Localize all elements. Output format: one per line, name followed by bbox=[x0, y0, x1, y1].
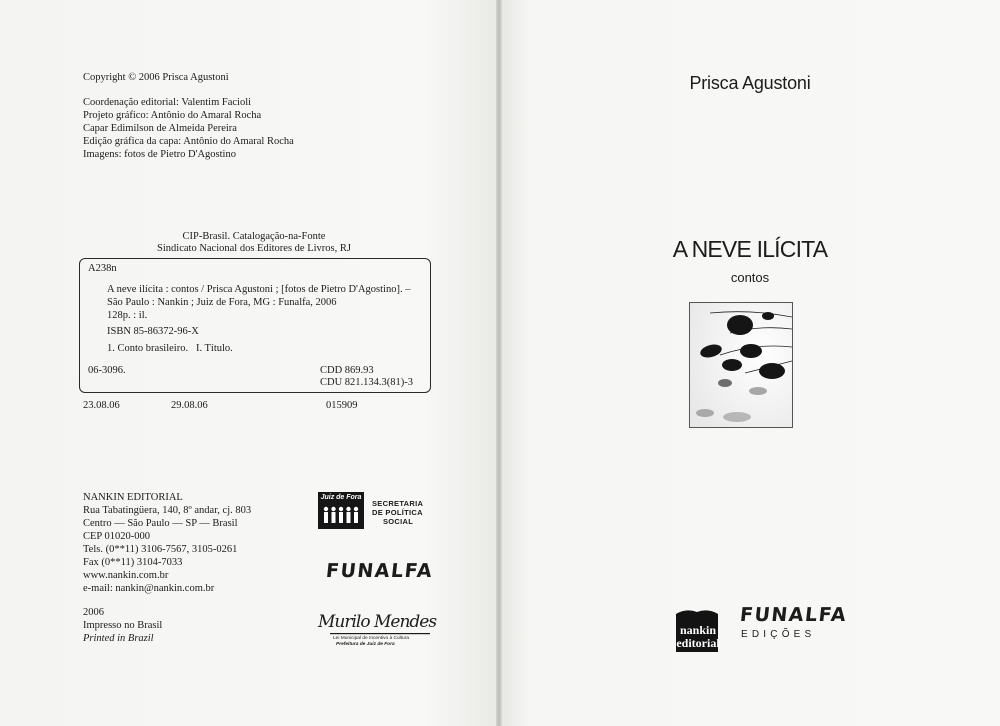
secretaria-line-1: SECRETARIA bbox=[372, 499, 424, 508]
credit-images: Imagens: fotos de Pietro D'Agostino bbox=[83, 149, 236, 160]
nankin-logo-text bbox=[676, 624, 720, 650]
cip-entry-line-1: A neve ilícita : contos / Prisca Agustoni ; [fotos de Pietro D'Agostino]. – bbox=[107, 284, 411, 295]
secretaria-line-2: DE POLÍTICA bbox=[372, 508, 423, 517]
cip-isbn: ISBN 85-86372-96-X bbox=[107, 326, 199, 337]
cip-subjects: 1. Conto brasileiro. I. Título. bbox=[107, 343, 233, 354]
juiz-de-fora-logo bbox=[318, 492, 364, 529]
cip-header-line-2: Sindicato Nacional dos Editores de Livros, RJ bbox=[157, 243, 351, 254]
mobile-sculpture-photo bbox=[690, 303, 792, 427]
prefeitura-text: Prefeitura de Juiz de Fora bbox=[336, 642, 395, 647]
nankin-logo-bottom: editorial bbox=[676, 636, 720, 650]
publisher-email: e-mail: nankin@nankin.com.br bbox=[83, 583, 215, 594]
edicoes-label: EDIÇÕES bbox=[741, 629, 816, 640]
publisher-address-1: Rua Tabatingüera, 140, 8º andar, cj. 803 bbox=[83, 505, 252, 516]
funalfa-logo-left: FUNALFA bbox=[324, 560, 435, 582]
imprint-printed-pt: Impresso no Brasil bbox=[83, 620, 163, 631]
cover-photo bbox=[689, 302, 793, 428]
cip-entry-line-2: São Paulo : Nankin ; Juiz de Fora, MG : Funalfa, 2006 bbox=[107, 297, 337, 308]
publisher-fax: Fax (0**11) 3104-7033 bbox=[83, 557, 183, 568]
credit-editorial: Coordenação editorial: Valentim Facioli bbox=[83, 97, 252, 108]
credit-cover: Capar Edimilson de Almeida Pereira bbox=[83, 123, 237, 134]
credit-cover-edition: Edição gráfica da capa: Antônio do Amaral Rocha bbox=[83, 136, 294, 147]
funalfa-logo-right: FUNALFA bbox=[738, 604, 849, 626]
secretaria-line-3: SOCIAL bbox=[383, 517, 414, 526]
date-2: 29.08.06 bbox=[171, 400, 208, 411]
date-3: 015909 bbox=[326, 400, 358, 411]
nankin-logo-top: nankin bbox=[679, 623, 717, 637]
people-silhouettes-icon bbox=[322, 505, 360, 525]
credit-graphic: Projeto gráfico: Antônio do Amaral Rocha bbox=[83, 110, 262, 121]
murilo-mendes-signature-logo: Murilo Mendes bbox=[318, 612, 437, 632]
publisher-address-2: Centro — São Paulo — SP — Brasil bbox=[83, 518, 238, 529]
signature-underline bbox=[330, 633, 430, 635]
book-author: Prisca Agustoni bbox=[689, 73, 811, 93]
juiz-de-fora-logo-text: Juiz de Fora bbox=[320, 494, 362, 501]
book-title: A NEVE ILÍCITA bbox=[672, 236, 828, 262]
copyright-line: Copyright © 2006 Prisca Agustoni bbox=[83, 72, 229, 83]
cip-control-number: 06-3096. bbox=[88, 365, 126, 376]
publisher-website: www.nankin.com.br bbox=[83, 570, 169, 581]
publisher-name: NANKIN EDITORIAL bbox=[83, 492, 183, 503]
imprint-printed-en: Printed in Brazil bbox=[83, 633, 154, 644]
cip-header-line-1: CIP-Brasil. Catalogação-na-Fonte bbox=[182, 231, 326, 242]
publisher-cep: CEP 01020-000 bbox=[83, 531, 150, 542]
lei-municipal-text: Lei Municipal de Incentivo à Cultura bbox=[333, 636, 409, 641]
imprint-year: 2006 bbox=[83, 607, 104, 618]
cip-cdd: CDD 869.93 bbox=[320, 365, 374, 376]
cip-entry-line-3: 128p. : il. bbox=[107, 310, 148, 321]
cip-cdu: CDU 821.134.3(81)-3 bbox=[320, 377, 414, 388]
cip-code: A238n bbox=[88, 263, 117, 274]
publisher-phones: Tels. (0**11) 3106-7567, 3105-0261 bbox=[83, 544, 238, 555]
book-subtitle: contos bbox=[730, 270, 770, 285]
book-gutter bbox=[496, 0, 502, 726]
date-1: 23.08.06 bbox=[83, 400, 120, 411]
